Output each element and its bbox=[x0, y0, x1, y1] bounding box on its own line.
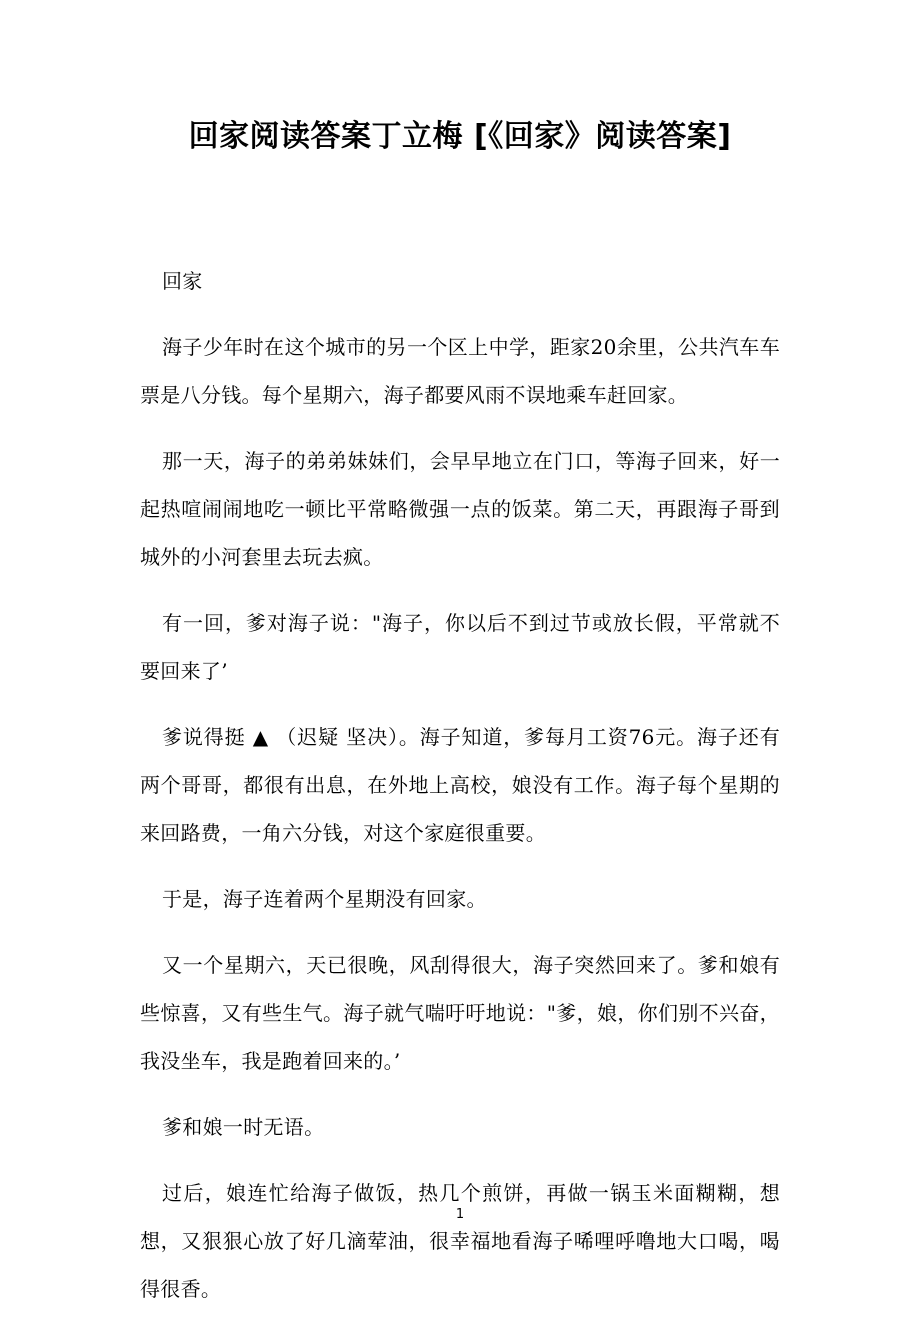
paragraph: 爹说得挺 ▲ （迟疑 坚决）。海子知道，爹每月工资76元。海子还有两个哥哥，都很有出息，在外地上高校，娘没有工作。海子每个星期的来回路费，一角六分钱，对这个家庭很重要。 bbox=[140, 725, 780, 845]
paragraph-heading: 回家 bbox=[162, 269, 203, 293]
document-body bbox=[140, 257, 780, 1331]
paragraph: 又一个星期六，天已很晚，风刮得很大，海子突然回来了。爹和娘有些惊喜，又有些生气。海子就气喘吁吁地说："爹，娘，你们别不兴奋，我没坐车，我是跑着回来的。’ bbox=[140, 953, 780, 1073]
page-number: 1 bbox=[455, 1207, 465, 1222]
paragraph: 海子少年时在这个城市的另一个区上中学，距家20余里，公共汽车车票是八分钱。每个星期六，海子都要风雨不误地乘车赶回家。 bbox=[140, 335, 780, 407]
paragraph: 有一回，爹对海子说："海子，你以后不到过节或放长假，平常就不要回来了’ bbox=[140, 611, 780, 683]
paragraph: 那一天，海子的弟弟妹妹们，会早早地立在门口，等海子回来，好一起热喧闹闹地吃一顿比平常略微强一点的饭菜。第二天，再跟海子哥到城外的小河套里去玩去疯。 bbox=[140, 449, 780, 569]
paragraph: 过后，娘连忙给海子做饭，热几个煎饼，再做一锅玉米面糊糊，想想，又狠狠心放了好几滴荤油，很幸福地看海子唏哩呼噜地大口喝，喝得很香。 bbox=[140, 1181, 780, 1301]
paragraph: 于是，海子连着两个星期没有回家。 bbox=[162, 887, 487, 911]
document-title: 回家阅读答案丁立梅 [《回家》阅读答案] bbox=[188, 119, 732, 154]
paragraph: 爹和娘一时无语。 bbox=[162, 1115, 325, 1139]
